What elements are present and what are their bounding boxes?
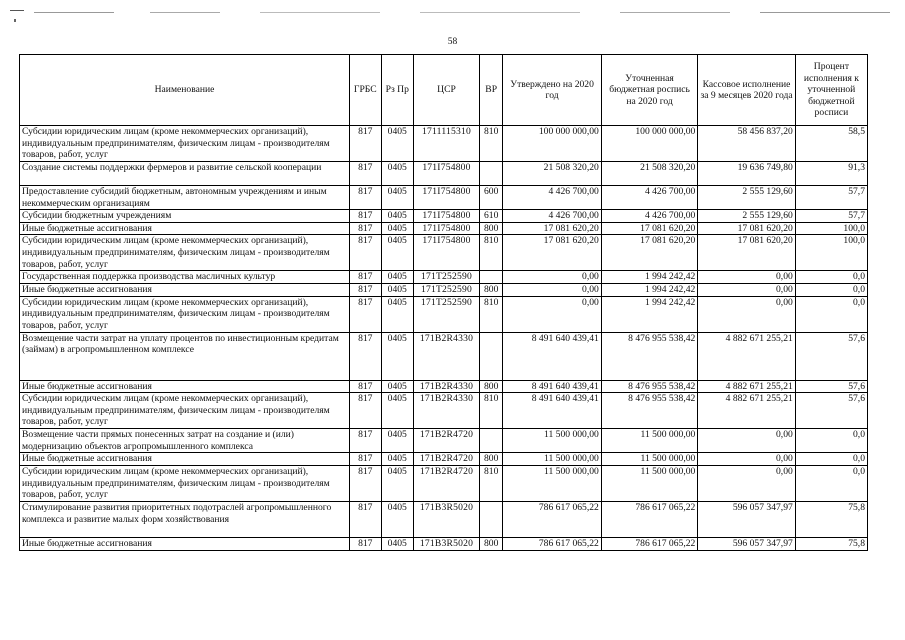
cell-vr: 800 [480, 222, 503, 235]
cell-approved: 0,00 [503, 296, 602, 332]
cell-csr: 171I754800 [414, 162, 480, 186]
cell-grbs: 817 [350, 332, 381, 380]
cell-refined: 17 081 620,20 [601, 222, 697, 235]
cell-name: Стимулирование развития приоритетных подотраслей агропромышленного комплекса и развитие малых форм хозяйствования [20, 501, 350, 537]
cell-rzpr: 0405 [381, 235, 413, 271]
table-row [20, 501, 868, 537]
cell-name: Субсидии юридическим лицам (кроме некоммерческих организаций), индивидуальным предпринимателям, физическим лицам - производителям товаров, работ, услуг [20, 465, 350, 501]
cell-csr: 171B2R4720 [414, 429, 480, 453]
cell-cash: 0,00 [698, 453, 795, 466]
header-grbs: ГРБС [350, 55, 381, 126]
cell-approved: 8 491 640 439,41 [503, 332, 602, 380]
cell-percent: 0,0 [795, 283, 867, 296]
cell-approved: 8 491 640 439,41 [503, 393, 602, 429]
cell-rzpr: 0405 [381, 537, 413, 550]
cell-csr: 171T252590 [414, 296, 480, 332]
cell-refined: 100 000 000,00 [601, 126, 697, 162]
table-row [20, 186, 868, 210]
table-row [20, 235, 868, 271]
cell-vr [480, 271, 503, 284]
budget-execution-table [19, 54, 868, 551]
cell-refined: 4 426 700,00 [601, 210, 697, 223]
cell-name: Иные бюджетные ассигнования [20, 283, 350, 296]
cell-rzpr: 0405 [381, 222, 413, 235]
cell-approved: 786 617 065,22 [503, 537, 602, 550]
cell-vr: 800 [480, 537, 503, 550]
cell-csr: 1711115310 [414, 126, 480, 162]
cell-percent: 57,6 [795, 380, 867, 393]
cell-cash: 17 081 620,20 [698, 235, 795, 271]
cell-name: Возмещение части затрат на уплату процентов по инвестиционным кредитам (займам) в агропромышленном комплексе [20, 332, 350, 380]
cell-refined: 1 994 242,42 [601, 271, 697, 284]
cell-rzpr: 0405 [381, 210, 413, 223]
cell-refined: 8 476 955 538,42 [601, 332, 697, 380]
cell-refined: 786 617 065,22 [601, 537, 697, 550]
cell-percent: 57,6 [795, 332, 867, 380]
cell-csr: 171B2R4720 [414, 453, 480, 466]
cell-cash: 58 456 837,20 [698, 126, 795, 162]
cell-rzpr: 0405 [381, 453, 413, 466]
cell-vr [480, 162, 503, 186]
header-cash: Кассовое исполнение за 9 месяцев 2020 года [698, 55, 795, 126]
cell-approved: 8 491 640 439,41 [503, 380, 602, 393]
cell-percent: 0,0 [795, 465, 867, 501]
cell-rzpr: 0405 [381, 296, 413, 332]
cell-name: Иные бюджетные ассигнования [20, 537, 350, 550]
header-vr: ВР [480, 55, 503, 126]
cell-grbs: 817 [350, 465, 381, 501]
header-percent: Процент исполнения к уточненной бюджетной росписи [795, 55, 867, 126]
cell-rzpr: 0405 [381, 332, 413, 380]
cell-percent: 100,0 [795, 222, 867, 235]
table-row [20, 393, 868, 429]
cell-cash: 19 636 749,80 [698, 162, 795, 186]
cell-approved: 17 081 620,20 [503, 222, 602, 235]
cell-rzpr: 0405 [381, 162, 413, 186]
cell-grbs: 817 [350, 162, 381, 186]
table-row [20, 162, 868, 186]
cell-approved: 17 081 620,20 [503, 235, 602, 271]
cell-csr: 171I754800 [414, 210, 480, 223]
cell-vr: 600 [480, 186, 503, 210]
table-row [20, 332, 868, 380]
cell-grbs: 817 [350, 537, 381, 550]
table-row [20, 126, 868, 162]
cell-grbs: 817 [350, 429, 381, 453]
cell-cash: 0,00 [698, 296, 795, 332]
cell-approved: 786 617 065,22 [503, 501, 602, 537]
header-name: Наименование [20, 55, 350, 126]
cell-vr: 810 [480, 126, 503, 162]
cell-grbs: 817 [350, 186, 381, 210]
cell-refined: 8 476 955 538,42 [601, 380, 697, 393]
cell-name: Иные бюджетные ассигнования [20, 380, 350, 393]
cell-csr: 171T252590 [414, 283, 480, 296]
cell-grbs: 817 [350, 393, 381, 429]
cell-percent: 57,7 [795, 210, 867, 223]
cell-csr: 171B2R4330 [414, 332, 480, 380]
cell-percent: 100,0 [795, 235, 867, 271]
cell-refined: 1 994 242,42 [601, 283, 697, 296]
cell-csr: 171B2R4720 [414, 465, 480, 501]
cell-refined: 11 500 000,00 [601, 465, 697, 501]
cell-refined: 1 994 242,42 [601, 296, 697, 332]
cell-vr: 800 [480, 453, 503, 466]
cell-refined: 21 508 320,20 [601, 162, 697, 186]
cell-name: Иные бюджетные ассигнования [20, 222, 350, 235]
cell-grbs: 817 [350, 222, 381, 235]
cell-grbs: 817 [350, 501, 381, 537]
cell-percent: 75,8 [795, 537, 867, 550]
cell-refined: 8 476 955 538,42 [601, 393, 697, 429]
cell-cash: 2 555 129,60 [698, 210, 795, 223]
cell-refined: 4 426 700,00 [601, 186, 697, 210]
cell-rzpr: 0405 [381, 393, 413, 429]
cell-grbs: 817 [350, 271, 381, 284]
cell-percent: 57,7 [795, 186, 867, 210]
cell-csr: 171I754800 [414, 235, 480, 271]
cell-vr: 810 [480, 235, 503, 271]
cell-approved: 4 426 700,00 [503, 186, 602, 210]
cell-name: Субсидии юридическим лицам (кроме некоммерческих организаций), индивидуальным предпринимателям, физическим лицам - производителям товаров, работ, услуг [20, 235, 350, 271]
cell-approved: 21 508 320,20 [503, 162, 602, 186]
table-row [20, 453, 868, 466]
cell-csr: 171T252590 [414, 271, 480, 284]
cell-percent: 0,0 [795, 296, 867, 332]
cell-refined: 786 617 065,22 [601, 501, 697, 537]
cell-csr: 171B3R5020 [414, 537, 480, 550]
cell-approved: 0,00 [503, 271, 602, 284]
cell-approved: 11 500 000,00 [503, 453, 602, 466]
table-row [20, 537, 868, 550]
cell-percent: 0,0 [795, 429, 867, 453]
scan-artifacts [0, 10, 905, 18]
cell-cash: 0,00 [698, 429, 795, 453]
cell-csr: 171B3R5020 [414, 501, 480, 537]
cell-name: Создание системы поддержки фермеров и развитие сельской кооперации [20, 162, 350, 186]
table-row [20, 210, 868, 223]
cell-grbs: 817 [350, 380, 381, 393]
header-rzpr: Рз Пр [381, 55, 413, 126]
cell-name: Субсидии бюджетным учреждениям [20, 210, 350, 223]
table-row [20, 271, 868, 284]
cell-approved: 11 500 000,00 [503, 465, 602, 501]
cell-vr: 810 [480, 296, 503, 332]
cell-vr [480, 501, 503, 537]
header-csr: ЦСР [414, 55, 480, 126]
cell-grbs: 817 [350, 126, 381, 162]
cell-rzpr: 0405 [381, 380, 413, 393]
cell-vr: 800 [480, 283, 503, 296]
cell-csr: 171I754800 [414, 222, 480, 235]
cell-vr: 810 [480, 465, 503, 501]
cell-grbs: 817 [350, 453, 381, 466]
cell-rzpr: 0405 [381, 429, 413, 453]
cell-approved: 4 426 700,00 [503, 210, 602, 223]
cell-percent: 0,0 [795, 271, 867, 284]
page-number: 58 [447, 37, 458, 47]
cell-grbs: 817 [350, 235, 381, 271]
header-refined: Уточненная бюджетная роспись на 2020 год [601, 55, 697, 126]
cell-rzpr: 0405 [381, 283, 413, 296]
cell-refined: 11 500 000,00 [601, 453, 697, 466]
cell-name: Предоставление субсидий бюджетным, автономным учреждениям и иным некоммерческим организациям [20, 186, 350, 210]
cell-percent: 75,8 [795, 501, 867, 537]
cell-grbs: 817 [350, 296, 381, 332]
cell-approved: 0,00 [503, 283, 602, 296]
cell-rzpr: 0405 [381, 465, 413, 501]
cell-cash: 2 555 129,60 [698, 186, 795, 210]
cell-cash: 17 081 620,20 [698, 222, 795, 235]
cell-vr [480, 332, 503, 380]
table-header-row [20, 55, 868, 126]
cell-cash: 596 057 347,97 [698, 501, 795, 537]
cell-rzpr: 0405 [381, 186, 413, 210]
cell-grbs: 817 [350, 283, 381, 296]
cell-cash: 0,00 [698, 271, 795, 284]
cell-cash: 0,00 [698, 283, 795, 296]
cell-refined: 17 081 620,20 [601, 235, 697, 271]
cell-percent: 0,0 [795, 453, 867, 466]
cell-name: Субсидии юридическим лицам (кроме некоммерческих организаций), индивидуальным предпринимателям, физическим лицам - производителям товаров, работ, услуг [20, 296, 350, 332]
cell-percent: 91,3 [795, 162, 867, 186]
cell-vr: 610 [480, 210, 503, 223]
header-approved: Утверждено на 2020 год [503, 55, 602, 126]
cell-cash: 4 882 671 255,21 [698, 380, 795, 393]
table-row [20, 429, 868, 453]
cell-percent: 58,5 [795, 126, 867, 162]
cell-rzpr: 0405 [381, 271, 413, 284]
cell-vr: 810 [480, 393, 503, 429]
cell-cash: 4 882 671 255,21 [698, 393, 795, 429]
cell-name: Иные бюджетные ассигнования [20, 453, 350, 466]
cell-approved: 100 000 000,00 [503, 126, 602, 162]
table-row [20, 283, 868, 296]
cell-approved: 11 500 000,00 [503, 429, 602, 453]
cell-name: Субсидии юридическим лицам (кроме некоммерческих организаций), индивидуальным предпринимателям, физическим лицам - производителям товаров, работ, услуг [20, 126, 350, 162]
cell-name: Субсидии юридическим лицам (кроме некоммерческих организаций), индивидуальным предпринимателям, физическим лицам - производителям товаров, работ, услуг [20, 393, 350, 429]
cell-name: Возмещение части прямых понесенных затрат на создание и (или) модернизацию объектов агропромышленного комплекса [20, 429, 350, 453]
cell-grbs: 817 [350, 210, 381, 223]
cell-csr: 171B2R4330 [414, 393, 480, 429]
table-row [20, 380, 868, 393]
cell-cash: 4 882 671 255,21 [698, 332, 795, 380]
cell-rzpr: 0405 [381, 501, 413, 537]
cell-cash: 596 057 347,97 [698, 537, 795, 550]
cell-cash: 0,00 [698, 465, 795, 501]
cell-name: Государственная поддержка производства масличных культур [20, 271, 350, 284]
cell-rzpr: 0405 [381, 126, 413, 162]
cell-vr: 800 [480, 380, 503, 393]
table-row [20, 222, 868, 235]
cell-vr [480, 429, 503, 453]
cell-csr: 171B2R4330 [414, 380, 480, 393]
cell-csr: 171I754800 [414, 186, 480, 210]
cell-refined: 11 500 000,00 [601, 429, 697, 453]
cell-percent: 57,6 [795, 393, 867, 429]
table-row [20, 465, 868, 501]
table-row [20, 296, 868, 332]
